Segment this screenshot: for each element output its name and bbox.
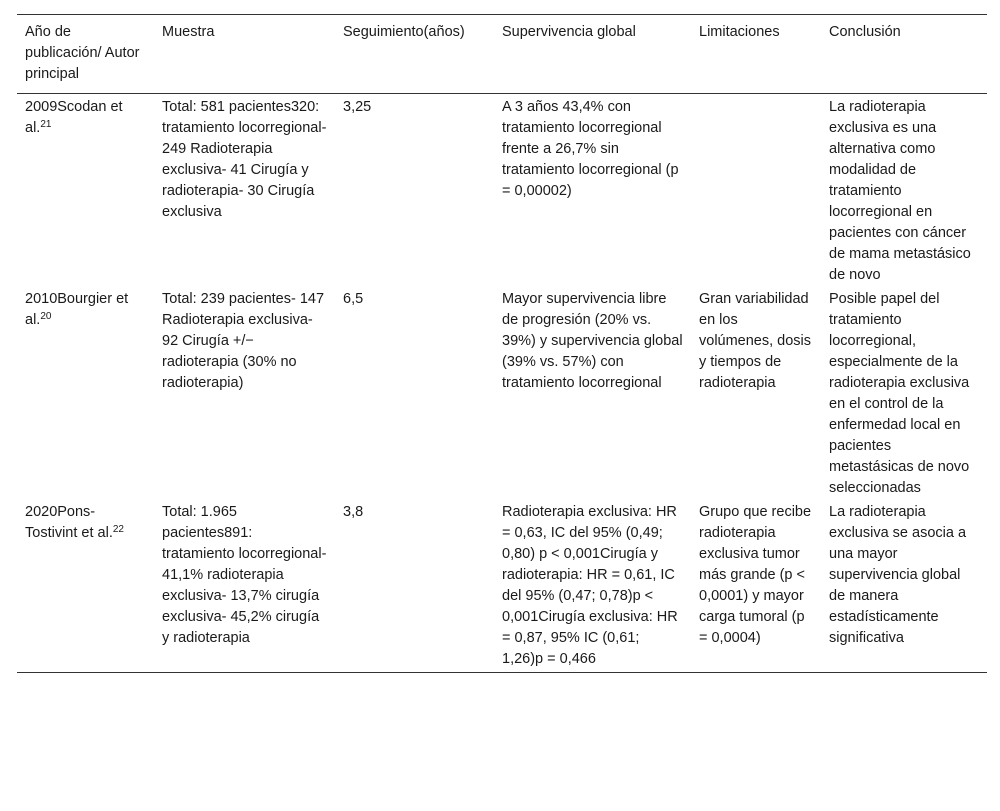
header-limitations: Limitaciones (691, 15, 821, 94)
cell-conclusion: La radioterapia exclusiva es una alternativa como modalidad de tratamiento locorregional en pacientes con cáncer de mama metastásico de novo (829, 99, 971, 283)
cell-year-author: 2010Bourgier et al.$^{20}$ (25, 291, 129, 328)
header-sample: Muestra (154, 15, 335, 94)
table-row (17, 499, 987, 673)
cell-followup: 3,8 (335, 499, 494, 673)
cell-conclusion: Posible papel del tratamiento locorregional, especialmente de la radioterapia exclusiva en el control de la enfermedad local en pacientes metastásicas de novo seleccionadas (829, 291, 970, 496)
cell-limitations: Grupo que recibe radioterapia exclusiva tumor más grande (p < 0,0001) y mayor carga tumoral (p = 0,0004) (691, 499, 821, 673)
cell-followup: 6,5 (343, 291, 364, 307)
cell-year-author: 2009Scodan et al.$^{21}$ (25, 99, 123, 136)
header-year-author: Año de publicación/ Autor principal (17, 15, 154, 94)
header-row (17, 15, 987, 94)
cell-conclusion: La radioterapia exclusiva se asocia a una mayor supervivencia global de manera estadísticamente significativa (821, 499, 987, 673)
cell-limitations: Gran variabilidad en los volúmenes, dosis y tiempos de radioterapia (699, 291, 812, 391)
cell-sample: Total: 1.965 pacientes891: tratamiento locorregional- 41,1% radioterapia exclusiva- 13,7% cirugía exclusiva- 45,2% cirugía y radioterapia (154, 499, 335, 673)
cell-followup: 3,25 (343, 99, 372, 115)
reference-superscript: 20 (40, 311, 52, 322)
cell-survival: Radioterapia exclusiva: HR = 0,63, IC del 95% (0,49; 0,80) p < 0,001Cirugía y radioterapia: HR = 0,61, IC del 95% (0,47; 0,78)p < 0,001Cirugía exclusiva: HR = 0,87, 95% IC (0,61; 1,26)p = 0,466 (494, 499, 691, 673)
cell-limitations (691, 94, 821, 287)
cell-year-author: 2020Pons-Tostivint et al.$^{22}$ (17, 499, 154, 673)
cell-survival: Mayor supervivencia libre de progresión (20% vs. 39%) y supervivencia global (39% vs. 57%) con tratamiento locorregional (502, 291, 683, 391)
header-followup: Seguimiento(años) (335, 15, 494, 94)
header-survival: Supervivencia global (494, 15, 691, 94)
reference-superscript: 22 (112, 524, 124, 535)
reference-superscript: 21 (40, 119, 52, 130)
table-row (17, 286, 987, 499)
cell-survival: A 3 años 43,4% con tratamiento locorregional frente a 26,7% sin tratamiento locorregional (p = 0,00002) (502, 99, 679, 199)
results-table (17, 14, 987, 673)
cell-sample: Total: 581 pacientes320: tratamiento locorregional- 249 Radioterapia exclusiva- 41 Cirugía y radioterapia- 30 Cirugía exclusiva (162, 99, 327, 220)
header-conclusion: Conclusión (821, 15, 987, 94)
cell-sample: Total: 239 pacientes- 147 Radioterapia exclusiva- 92 Cirugía +/− radioterapia (30% no radioterapia) (162, 291, 325, 391)
table-row (17, 94, 987, 287)
